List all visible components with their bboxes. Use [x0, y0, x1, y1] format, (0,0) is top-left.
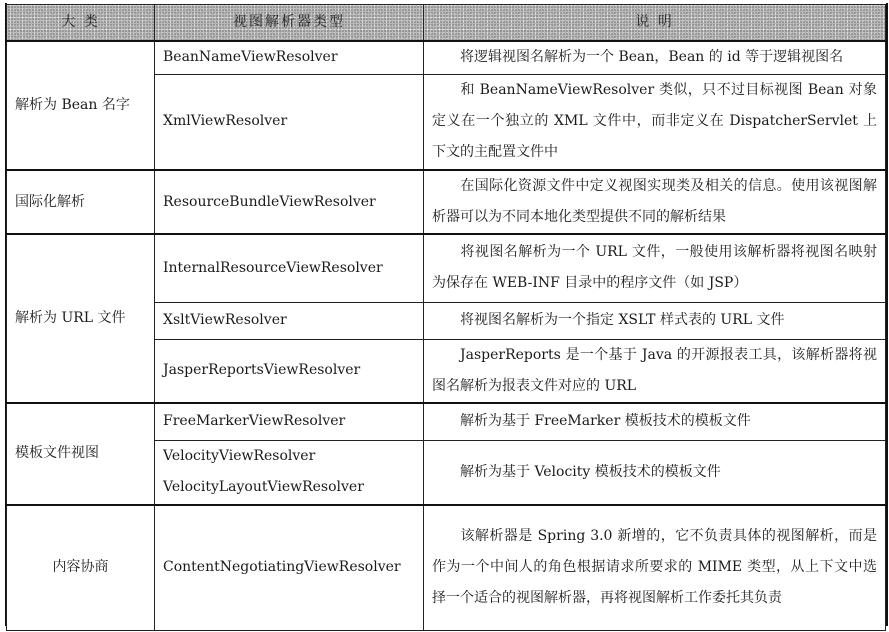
category-cell: 解析为 URL 文件: [7, 234, 155, 403]
resolver-cell: XmlViewResolver: [155, 74, 424, 170]
category-cell: 解析为 Bean 名字: [7, 41, 155, 170]
table-row: [7, 403, 886, 441]
table-row: [7, 41, 886, 74]
resolver-name: VelocityLayoutViewResolver: [163, 479, 364, 496]
description-cell: 将逻辑视图名解析为一个 Bean，Bean 的 id 等于逻辑视图名: [424, 41, 886, 74]
table-row: [7, 505, 886, 631]
table-row: [7, 234, 886, 302]
header-category: 大 类: [7, 5, 155, 42]
description-cell: 解析为基于 FreeMarker 模板技术的模板文件: [424, 403, 886, 441]
resolver-cell: InternalResourceViewResolver: [155, 234, 424, 302]
table-row: [7, 170, 886, 234]
view-resolver-table: [6, 4, 886, 631]
resolver-cell: ResourceBundleViewResolver: [155, 170, 424, 234]
description-cell: 将视图名解析为一个 URL 文件，一般使用该解析器将视图名映射为保存在 WEB-INF 目录中的程序文件（如 JSP）: [424, 234, 886, 302]
resolver-cell: JasperReportsViewResolver: [155, 339, 424, 403]
category-cell: 模板文件视图: [7, 403, 155, 505]
description-cell: 将视图名解析为一个指定 XSLT 样式表的 URL 文件: [424, 302, 886, 339]
resolver-cell: BeanNameViewResolver: [155, 41, 424, 74]
header-resolver-type: 视图解析器类型: [155, 5, 424, 42]
resolver-cell: [155, 441, 424, 505]
table-header-row: [7, 5, 886, 42]
resolver-cell: XsltViewResolver: [155, 302, 424, 339]
resolver-cell: ContentNegotiatingViewResolver: [155, 505, 424, 631]
description-cell: 该解析器是 Spring 3.0 新增的，它不负责具体的视图解析，而是作为一个中间人的角色根据请求所要求的 MIME 类型，从上下文中选择一个适合的视图解析器，再将视图解析工作委托其负责: [424, 505, 886, 631]
description-cell: 解析为基于 Velocity 模板技术的模板文件: [424, 441, 886, 505]
category-cell: 国际化解析: [7, 170, 155, 234]
description-cell: JasperReports 是一个基于 Java 的开源报表工具，该解析器将视图名解析为报表文件对应的 URL: [424, 339, 886, 403]
resolver-cell: FreeMarkerViewResolver: [155, 403, 424, 441]
description-cell: 和 BeanNameViewResolver 类似，只不过目标视图 Bean 对象定义在一个独立的 XML 文件中，而非定义在 DispatcherServlet 上下文的主配置文件中: [424, 74, 886, 170]
category-cell: 内容协商: [7, 505, 155, 631]
header-description: 说 明: [424, 5, 886, 42]
description-cell: 在国际化资源文件中定义视图实现类及相关的信息。使用该视图解析器可以为不同本地化类型提供不同的解析结果: [424, 170, 886, 234]
resolver-name: VelocityViewResolver: [163, 448, 316, 465]
